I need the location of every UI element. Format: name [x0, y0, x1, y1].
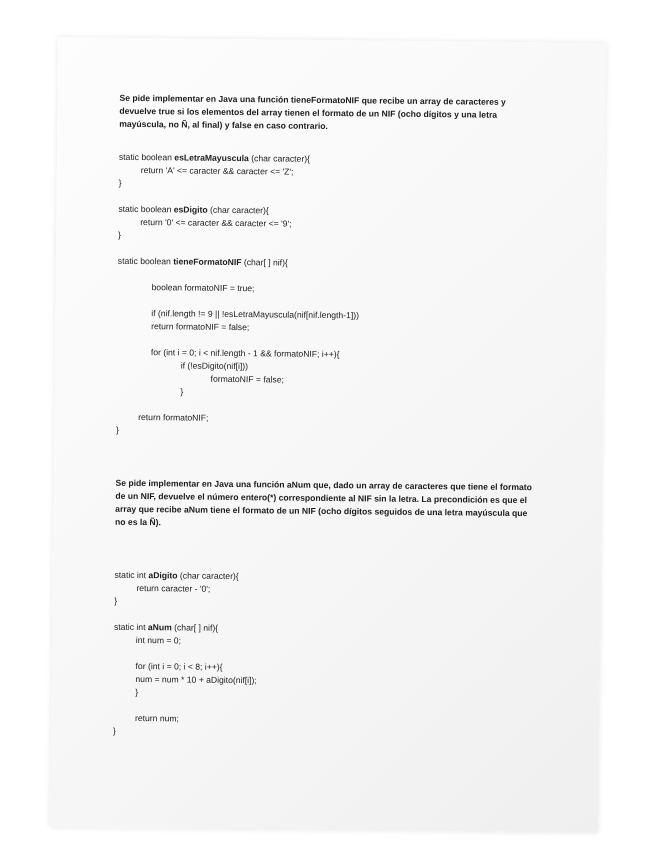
code-line: static int aDigito (char caracter){: [114, 569, 239, 582]
code-line: num = num * 10 + aDigito(nif[i]);: [135, 673, 257, 686]
code-line: static boolean tieneFormatoNIF (char[ ] nif){: [117, 255, 288, 268]
code-line: if (nif.length != 9 || !esLetraMayuscula(nif[nif.length-1])): [151, 308, 360, 321]
code-line: int num = 0;: [135, 634, 182, 646]
code-block-1: [116, 151, 539, 441]
code-line: static boolean esDigito (char caracter){: [118, 203, 269, 216]
code-line: static int aNum (char[ ] nif){: [113, 621, 219, 633]
code-line: boolean formatoNIF = true;: [151, 282, 255, 294]
code-line: }: [180, 386, 184, 397]
code-line: return num;: [134, 712, 180, 724]
code-block-2: [113, 569, 535, 742]
code-line: return 'A' <= caracter && caracter <= 'Z';: [140, 165, 294, 177]
code-line: return '0' <= caracter && caracter <= '9';: [140, 217, 292, 229]
paper-sheet: [50, 37, 606, 833]
exercise-1-statement: Se pide implementar en Java una función tieneFormatoNIF que recibe un array de caracteres y devuelve true si los elementos del array tienen el formato de un NIF (ocho dígitos y una letra mayúscula, no Ñ, al final) y false en caso contrario.: [119, 92, 506, 131]
code-line: if (!esDigito(nif[i])): [180, 360, 249, 372]
code-line: }: [115, 424, 119, 435]
code-line: }: [114, 595, 118, 606]
code-line: }: [118, 177, 122, 188]
code-line: }: [135, 686, 139, 698]
code-line: for (int i = 0; i < 8; i++){: [135, 660, 223, 672]
code-line: return formatoNIF;: [138, 412, 209, 423]
code-line: return caracter - '0';: [136, 583, 211, 594]
code-line: formatoNIF = false;: [210, 373, 284, 385]
exercise-2-statement: Se pide implementar en Java una función aNum que, dado un array de caracteres que tiene el formato de un NIF, devuelve el número entero(*) correspondiente al NIF sin la letra. La precondición es que el array que recibe aNum tiene el formato de un NIF (ocho dígitos seguidos de una letra mayúscula que no es la Ñ).: [115, 477, 532, 528]
code-line: return formatoNIF = false;: [151, 321, 250, 333]
code-line: }: [112, 725, 116, 736]
document-content: [113, 92, 540, 742]
code-line: }: [118, 229, 122, 240]
code-line: static boolean esLetraMayuscula (char caracter){: [118, 151, 311, 164]
code-line: for (int i = 0; i < nif.length - 1 && formatoNIF; i++){: [150, 347, 340, 360]
